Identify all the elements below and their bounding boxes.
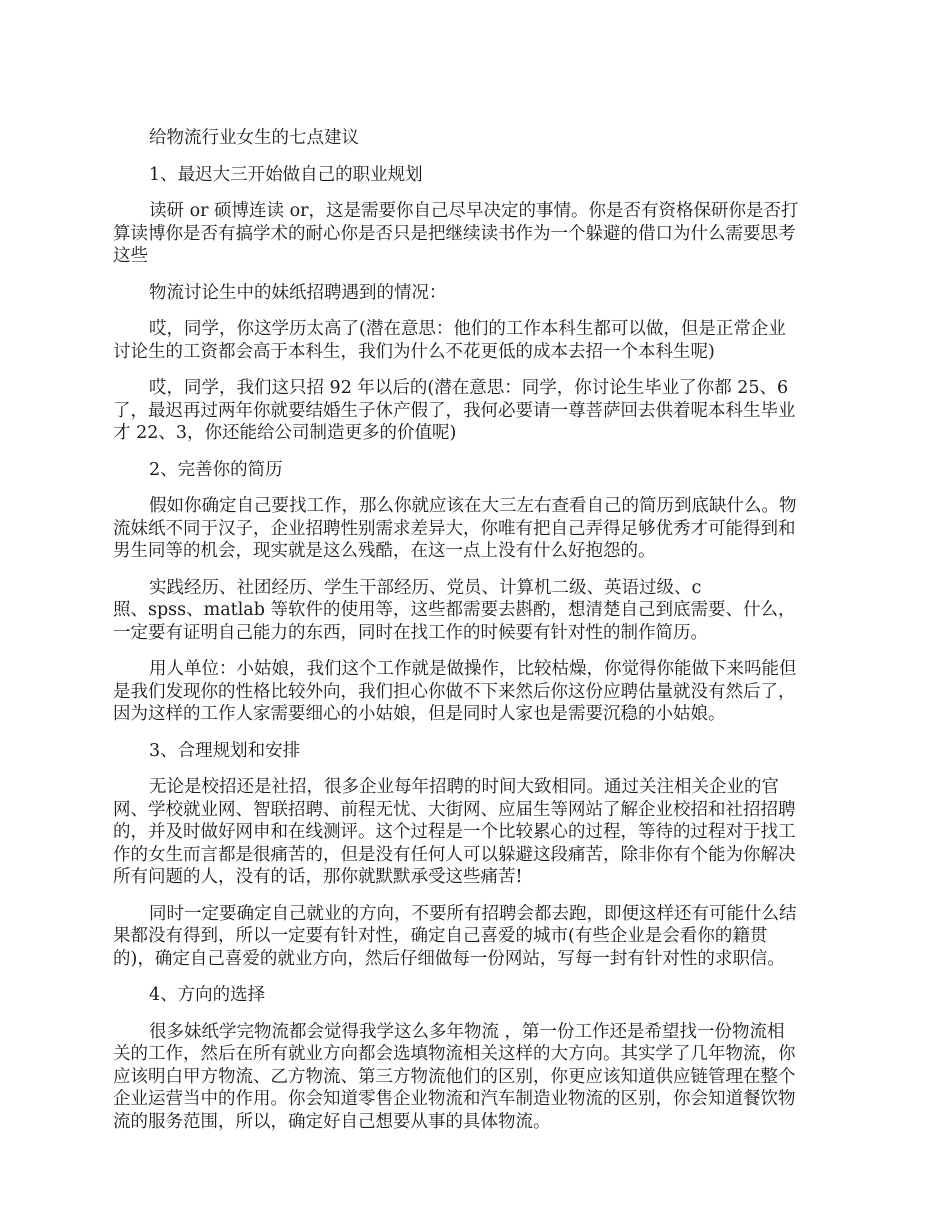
text-line: 讨论生的工资都会高于本科生，我们为什么不花更低的成本去招一个本科生呢) [113, 341, 715, 362]
section-heading [113, 459, 841, 482]
text-line: 流的服务范围，所以，确定好自己想要从事的具体物流。 [113, 1111, 551, 1132]
text-line: 4、方向的选择 [149, 985, 266, 1005]
section-heading [113, 164, 841, 187]
section-heading [113, 984, 841, 1007]
text-line: 一定要有证明自己能力的东西，同时在找工作的时候要有针对性的制作简历。 [113, 622, 708, 643]
text-line: 1、最迟大三开始做自己的职业规划 [149, 164, 423, 185]
text-line: 用人单位：小姑娘，我们这个工作就是做操作，比较枯燥，你觉得你能做下来吗能但 [149, 659, 797, 679]
body-paragraph [113, 903, 841, 971]
text-line: 因为这样的工作人家需要细心的小姑娘，但是同时人家也是需要沉稳的小姑娘。 [113, 704, 726, 724]
text-line: 读研 or 硕博连读 or，这是需要你自己尽早决定的事情。你是否有资格保研你是否打 [149, 201, 799, 221]
text-line: 很多妹纸学完物流都会觉得我学这么多年物流 ，第一份工作还是希望找一份物流相 [149, 1021, 785, 1042]
text-line: 同时一定要确定自己就业的方向，不要所有招聘会都去跑，即便这样还有可能什么结 [149, 903, 797, 924]
text-line: 是我们发现你的性格比较外向，我们担心你做不下来然后你这份应聘估量就没有然后了， [113, 681, 796, 702]
text-line: 的)，确定自己喜爱的就业方向，然后仔细做每一份网站，写每一封有针对性的求职信。 [113, 948, 785, 969]
text-line: 实践经历、社团经历、学生干部经历、党员、计算机二级、英语过级、c [149, 577, 702, 598]
body-paragraph [113, 200, 841, 268]
body-paragraph [113, 577, 841, 645]
text-line: 了，最迟再过两年你就要结婚生子休产假了，我何必要请一尊菩萨回去供着呢本科生毕业 [113, 400, 796, 421]
text-line: 所有问题的人，没有的话，那你就默默承受这些痛苦! [113, 867, 523, 887]
text-line: 才 22、3，你还能给公司制造更多的价值呢) [113, 423, 457, 443]
text-line: 假如你确定自己要找工作，那么你就应该在大三左右查看自己的简历到底缺什么。物 [149, 496, 797, 516]
text-line: 算读博你是否有搞学术的耐心你是否只是把继续读书作为一个躲避的借口为什么需要思考 [113, 223, 796, 244]
text-line: 物流讨论生中的妹纸招聘遇到的情况： [149, 282, 447, 303]
body-paragraph [113, 658, 841, 726]
section-heading [113, 740, 841, 763]
body-paragraph [113, 282, 841, 305]
text-line: 3、合理规划和安排 [149, 740, 301, 761]
text-line: 2、完善你的简历 [149, 459, 283, 480]
text-line: 男生同等的机会，现实就是这么残酷，在这一点上没有什么好抱怨的。 [113, 541, 656, 561]
document-body [113, 164, 841, 1134]
text-line: 果都没有得到，所以一定要有针对性，确定自己喜爱的城市(有些企业是会看你的籍贯 [113, 926, 768, 946]
body-paragraph [113, 1021, 841, 1134]
text-line: 企业运营当中的作用。你会知道零售企业物流和汽车制造业物流的区别，你会知道餐饮物 [113, 1089, 796, 1109]
document-title [113, 127, 841, 150]
body-paragraph [113, 495, 841, 563]
body-paragraph [113, 318, 841, 363]
text-line: 流妹纸不同于汉子，企业招聘性别需求差异大，你唯有把自己弄得足够优秀才可能得到和 [113, 518, 796, 539]
text-line: 无论是校招还是社招，很多企业每年招聘的时间大致相同。通过关注相关企业的官 [149, 777, 779, 797]
text-line: 应该明白甲方物流、乙方物流、第三方物流他们的区别，你更应该知道供应链管理在整个 [113, 1066, 796, 1087]
text-line: 照、spss、matlab 等软件的使用等，这些都需要去斟酌，想清楚自己到底需要、什么， [113, 600, 796, 620]
body-paragraph [113, 776, 841, 889]
text-line: 哎，同学，我们这只招 92 年以后的(潜在意思：同学，你讨论生毕业了你都 25、6 [149, 378, 789, 398]
text-line: 这些 [113, 246, 148, 266]
text-line: 关的工作，然后在所有就业方向都会选填物流相关这样的大方向。其实学了几年物流，你 [113, 1044, 796, 1064]
title-line: 给物流行业女生的七点建议 [149, 128, 359, 148]
text-line: 哎，同学，你这学历太高了(潜在意思：他们的工作本科生都可以做，但是正常企业 [149, 319, 786, 339]
text-line: 网、学校就业网、智联招聘、前程无忧、大街网、应届生等网站了解企业校招和社招招聘 [113, 799, 796, 820]
text-line: 作的女生而言都是很痛苦的，但是没有任何人可以躲避这段痛苦，除非你有个能为你解决 [113, 844, 796, 865]
text-line: 的，并及时做好网申和在线测评。这个过程是一个比较累心的过程，等待的过程对于找工 [113, 822, 796, 842]
body-paragraph [113, 377, 841, 445]
document-page [113, 127, 841, 1147]
